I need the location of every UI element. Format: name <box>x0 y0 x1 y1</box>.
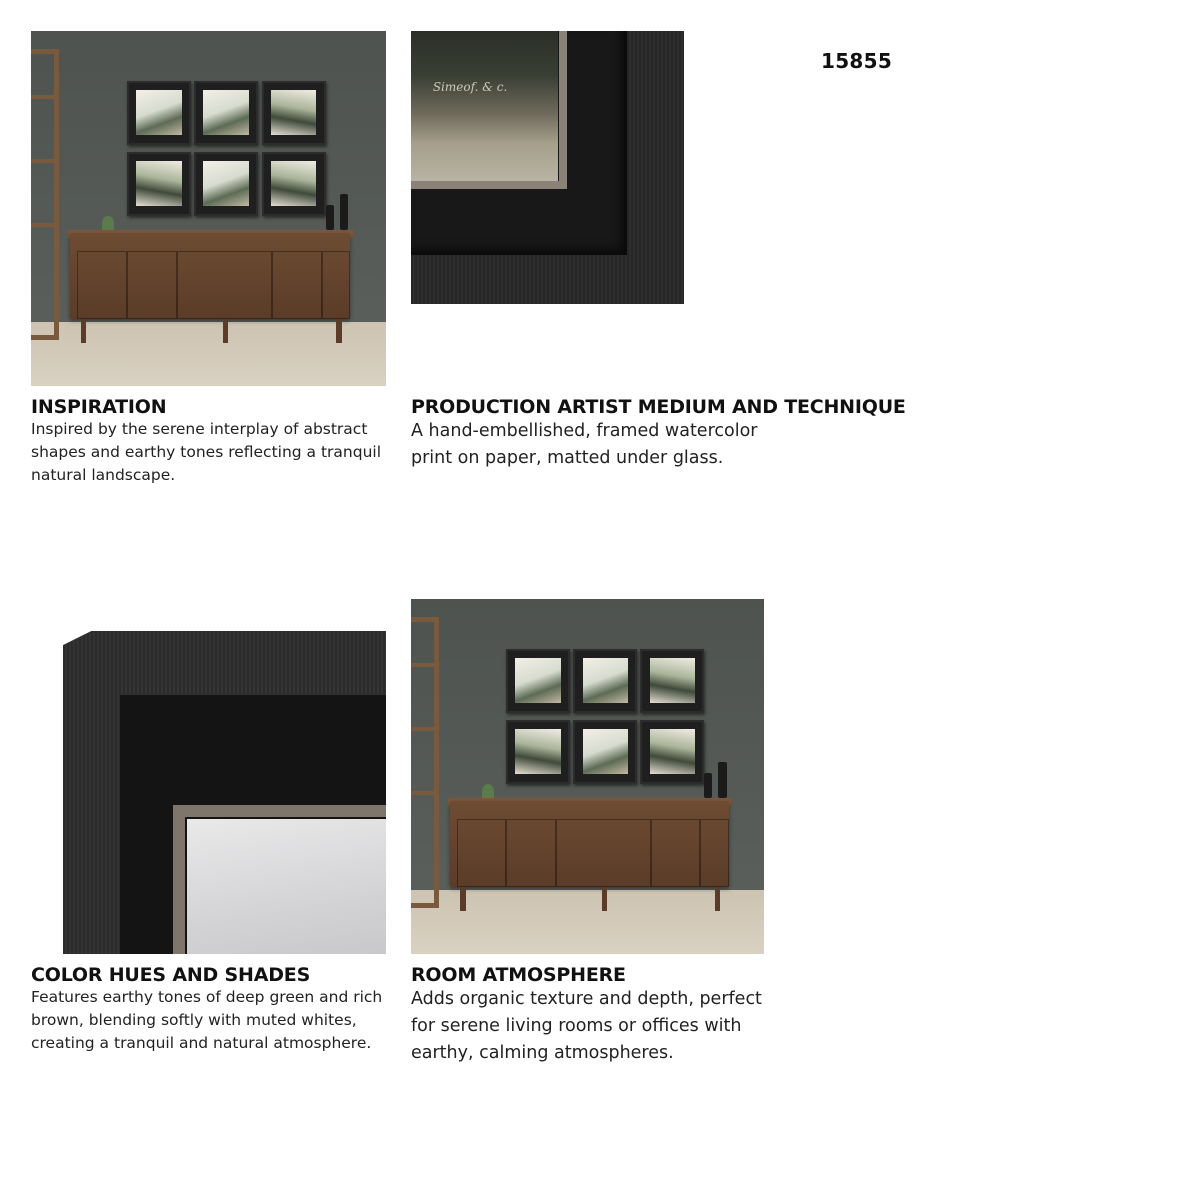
room-scene-photo <box>31 31 386 386</box>
color-heading: COLOR HUES AND SHADES <box>31 964 311 986</box>
artist-signature: Simeof. & c. <box>432 80 508 95</box>
color-text: Features earthy tones of deep green and rich brown, blending softly with muted whites, creating a tranquil and natural atmosphere. <box>31 988 383 1052</box>
atmosphere-heading: ROOM ATMOSPHERE <box>411 964 626 986</box>
inspiration-text: Inspired by the serene interplay of abstract shapes and earthy tones reflecting a tranquil natural landscape. <box>31 420 382 484</box>
inspiration-heading: INSPIRATION <box>31 396 167 418</box>
medium-text: A hand-embellished, framed watercolor print on paper, matted under glass. <box>411 421 758 468</box>
frame-detail-photo <box>31 599 386 954</box>
atmosphere-text: Adds organic texture and depth, perfect for serene living rooms or offices with earthy, calming atmospheres. <box>411 989 762 1063</box>
medium-heading: PRODUCTION ARTIST MEDIUM AND TECHNIQUE <box>411 396 906 418</box>
frame-corner-closeup-photo <box>411 31 684 304</box>
product-sku: 15855 <box>821 49 893 73</box>
room-scene-photo-2 <box>411 599 764 954</box>
